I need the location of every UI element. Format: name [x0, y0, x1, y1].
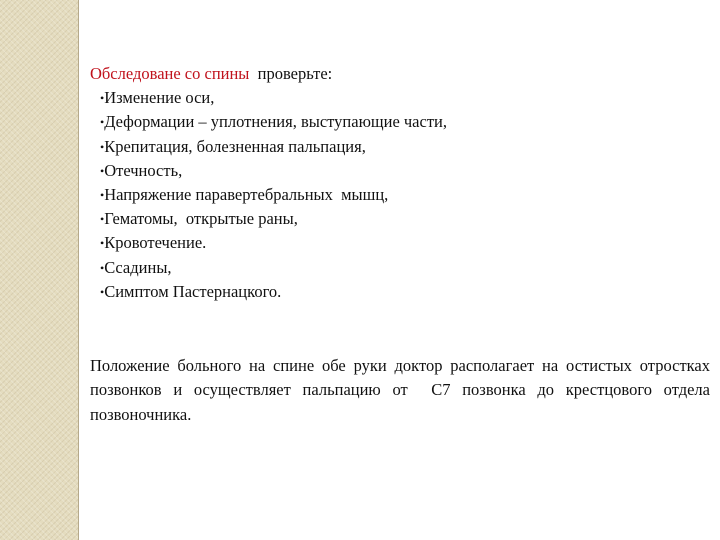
list-item-text: Симптом Пастернацкого.: [104, 281, 282, 301]
sidebar-divider: [78, 0, 79, 540]
list-item: [100, 256, 710, 280]
slide-heading: [90, 62, 710, 86]
decorative-sidebar: [0, 0, 78, 540]
list-item: [100, 231, 710, 255]
body-paragraph: Положение больного на спине обе руки доктор располагает на остистых отростках позвонков и осуществляет пальпацию от С7 позвонка до крестцового отдела позвоночника.: [90, 356, 715, 424]
bullet-dot: •: [100, 188, 105, 203]
bullet-dot: •: [100, 115, 105, 130]
list-item: [100, 110, 710, 134]
list-item-text: Отечность,: [104, 160, 183, 180]
list-item-text: Ссадины,: [104, 257, 172, 277]
list-item-text: Крепитация, болезненная пальпация,: [104, 136, 366, 156]
bullet-dot: •: [100, 212, 105, 227]
list-item-text: Изменение оси,: [104, 88, 215, 108]
bullet-dot: •: [100, 91, 105, 106]
slide-content: [90, 62, 715, 427]
bullet-list: [90, 86, 710, 304]
heading-red-text: Обследоване со спины: [90, 64, 250, 83]
bullet-dot: •: [100, 163, 105, 178]
heading-rest-text: проверьте:: [249, 64, 333, 83]
list-item: [100, 280, 710, 304]
list-item: [100, 86, 710, 110]
bullet-dot: •: [100, 139, 105, 154]
list-item-text: Деформации – уплотнения, выступающие части,: [104, 112, 447, 132]
list-item: [100, 159, 710, 183]
list-item-text: Гематомы, открытые раны,: [104, 209, 298, 229]
list-item-text: Напряжение паравертебральных мышц,: [104, 185, 389, 205]
list-item: [100, 135, 710, 159]
bullet-dot: •: [100, 260, 105, 275]
list-item: [100, 207, 710, 231]
bullet-dot: •: [100, 236, 105, 251]
list-item: [100, 183, 710, 207]
bullet-dot: •: [100, 284, 105, 299]
list-item-text: Кровотечение.: [104, 233, 207, 253]
